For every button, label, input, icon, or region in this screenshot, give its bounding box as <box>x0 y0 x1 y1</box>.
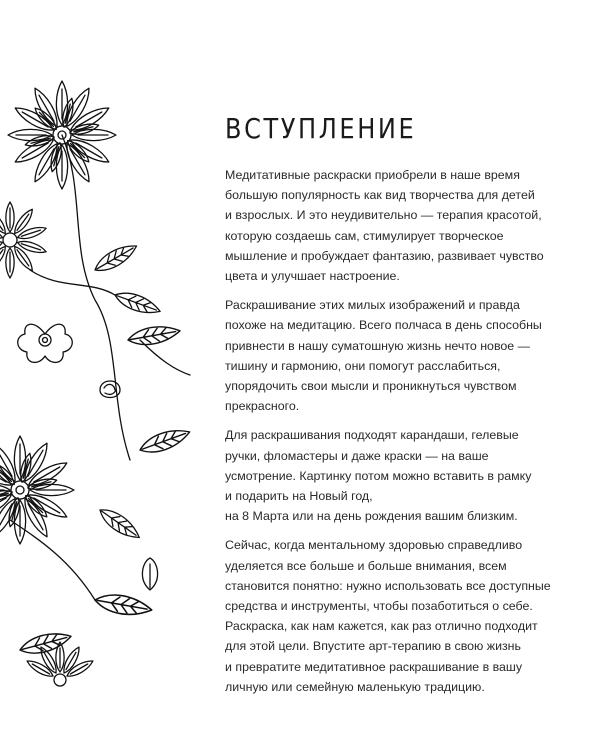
paragraph <box>225 165 575 286</box>
floral-illustration <box>0 40 200 710</box>
text-line: уделяется все больше и больше внимания, всем <box>225 558 507 573</box>
text-line: Для раскрашивания подходят карандаши, гелевые <box>225 428 519 443</box>
paragraph <box>225 295 575 416</box>
text-line: становится понятно: нужно использовать все доступные <box>225 578 551 593</box>
text-line: средства и инструменты, чтобы позаботиться о себе. <box>225 599 533 614</box>
text-line: Раскраска, как нам кажется, как раз отлично подходит <box>225 619 538 634</box>
text-line: похоже на медитацию. Всего полчаса в день способны <box>225 318 542 333</box>
text-line: ручки, фломастеры и даже краски — на ваше <box>225 448 489 463</box>
text-line: на 8 Марта или на день рождения вашим близким. <box>225 509 518 524</box>
text-line: цвета и улучшает настроение. <box>225 269 400 284</box>
text-line: привнести в нашу суматошную жизнь нечто новое — <box>225 338 531 353</box>
page-title: ВСТУПЛЕНИЕ <box>225 112 417 145</box>
intro-text <box>225 165 575 706</box>
text-line: которую создаешь сам, стимулирует творческое <box>225 228 504 243</box>
paragraph <box>225 425 575 526</box>
text-line: усмотрение. Картинку потом можно вставить в рамку <box>225 468 532 483</box>
text-line: тишину и гармонию, они помогут расслабиться, <box>225 358 501 373</box>
text-line: упорядочить свои мысли и проникнуться чувством <box>225 379 517 394</box>
text-line: мышление и пробуждает фантазию, развивает чувство <box>225 248 544 263</box>
text-line: и взрослых. И это неудивительно — терапия красотой, <box>225 208 542 223</box>
text-line: для этой цели. Впустите арт-терапию в свою жизнь <box>225 639 521 654</box>
text-line: Сейчас, когда ментальному здоровью справедливо <box>225 538 523 553</box>
paragraph <box>225 535 575 697</box>
text-line: и превратите медитативное раскрашивание в вашу <box>225 659 523 674</box>
text-line: большую популярность как вид творчества для детей <box>225 188 535 203</box>
text-line: Раскрашивание этих милых изображений и правда <box>225 298 520 313</box>
text-line: и подарить на Новый год, <box>225 489 373 504</box>
text-line: прекрасного. <box>225 399 300 414</box>
text-line: Медитативные раскраски приобрели в наше время <box>225 168 520 182</box>
text-line: личную или семейную маленькую традицию. <box>225 679 485 694</box>
